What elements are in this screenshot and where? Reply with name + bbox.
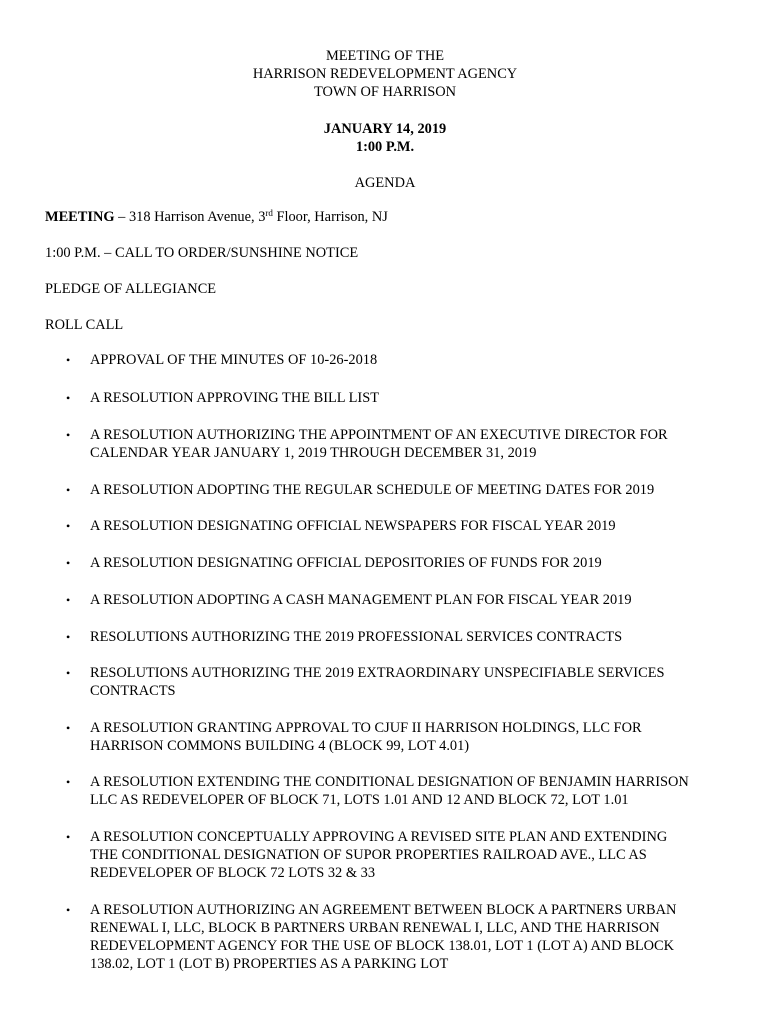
- bullet-icon: •: [66, 593, 71, 607]
- meeting-time: 1:00 P.M.: [355, 139, 415, 155]
- meeting-location: [45, 208, 388, 226]
- list-item-text: A RESOLUTION GRANTING APPROVAL TO CJUF II HARRISON HOLDINGS, LLC FOR HARRISON COMMONS BUILDING 4 (BLOCK 99, LOT 4.01): [90, 720, 642, 754]
- list-item-text: A RESOLUTION ADOPTING A CASH MANAGEMENT PLAN FOR FISCAL YEAR 2019: [90, 592, 632, 608]
- bullet-icon: •: [66, 666, 71, 680]
- bullet-icon: •: [66, 483, 71, 497]
- header-line-meeting-of: MEETING OF THE: [325, 48, 445, 64]
- bullet-icon: •: [66, 830, 71, 844]
- list-item-text: A RESOLUTION DESIGNATING OFFICIAL NEWSPAPERS FOR FISCAL YEAR 2019: [90, 518, 616, 534]
- meeting-label: MEETING: [45, 209, 115, 225]
- bullet-icon: •: [66, 428, 71, 442]
- bullet-icon: •: [66, 630, 71, 644]
- bullet-icon: •: [66, 903, 71, 917]
- bullet-icon: •: [66, 721, 71, 735]
- list-item-text: A RESOLUTION EXTENDING THE CONDITIONAL DESIGNATION OF BENJAMIN HARRISON LLC AS REDEVELOPER OF BLOCK 71, LOTS 1.01 AND 12 AND BLOCK 72, LOT 1.01: [90, 774, 689, 808]
- list-item-text: A RESOLUTION AUTHORIZING AN AGREEMENT BETWEEN BLOCK A PARTNERS URBAN RENEWAL I, LLC, BLOCK B PARTNERS URBAN RENEWAL I, LLC, AND THE HARRISON REDEVELOPMENT AGENCY FOR THE USE OF BLOCK 138.01, LOT 1 (LOT A) AND BLOCK 138.02, LOT 1 (LOT B) PROPERTIES AS A PARKING LOT: [90, 902, 677, 972]
- header-line-agency: HARRISON REDEVELOPMENT AGENCY: [252, 66, 518, 82]
- meeting-date: JANUARY 14, 2019: [323, 121, 447, 137]
- meeting-address-part1: – 318 Harrison Avenue, 3: [114, 209, 266, 225]
- pledge-of-allegiance: PLEDGE OF ALLEGIANCE: [45, 281, 217, 297]
- header-line-town: TOWN OF HARRISON: [313, 84, 457, 100]
- meeting-address-part2: Floor, Harrison, NJ: [272, 209, 388, 225]
- list-item-text: A RESOLUTION APPROVING THE BILL LIST: [90, 390, 380, 406]
- bullet-icon: •: [66, 391, 71, 405]
- bullet-icon: •: [66, 775, 71, 789]
- call-to-order: 1:00 P.M. – CALL TO ORDER/SUNSHINE NOTICE: [45, 245, 359, 261]
- agenda-title: AGENDA: [354, 175, 416, 191]
- list-item-text: A RESOLUTION ADOPTING THE REGULAR SCHEDULE OF MEETING DATES FOR 2019: [90, 482, 655, 498]
- list-item-text: APPROVAL OF THE MINUTES OF 10-26-2018: [90, 352, 378, 368]
- list-item-text: A RESOLUTION AUTHORIZING THE APPOINTMENT OF AN EXECUTIVE DIRECTOR FOR CALENDAR YEAR JANUARY 1, 2019 THROUGH DECEMBER 31, 2019: [90, 427, 668, 461]
- list-item-text: A RESOLUTION CONCEPTUALLY APPROVING A REVISED SITE PLAN AND EXTENDING THE CONDITIONAL DESIGNATION OF SUPOR PROPERTIES RAILROAD AVE., LLC AS REDEVELOPER OF BLOCK 72 LOTS 32 & 33: [90, 829, 668, 881]
- floor-ordinal-suffix: rd: [265, 208, 273, 218]
- list-item-text: A RESOLUTION DESIGNATING OFFICIAL DEPOSITORIES OF FUNDS FOR 2019: [90, 555, 602, 571]
- list-item-text: RESOLUTIONS AUTHORIZING THE 2019 EXTRAORDINARY UNSPECIFIABLE SERVICES CONTRACTS: [90, 665, 665, 699]
- bullet-icon: •: [66, 353, 71, 367]
- bullet-icon: •: [66, 519, 71, 533]
- list-item-text: RESOLUTIONS AUTHORIZING THE 2019 PROFESSIONAL SERVICES CONTRACTS: [90, 629, 623, 645]
- bullet-icon: •: [66, 556, 71, 570]
- roll-call: ROLL CALL: [45, 317, 124, 333]
